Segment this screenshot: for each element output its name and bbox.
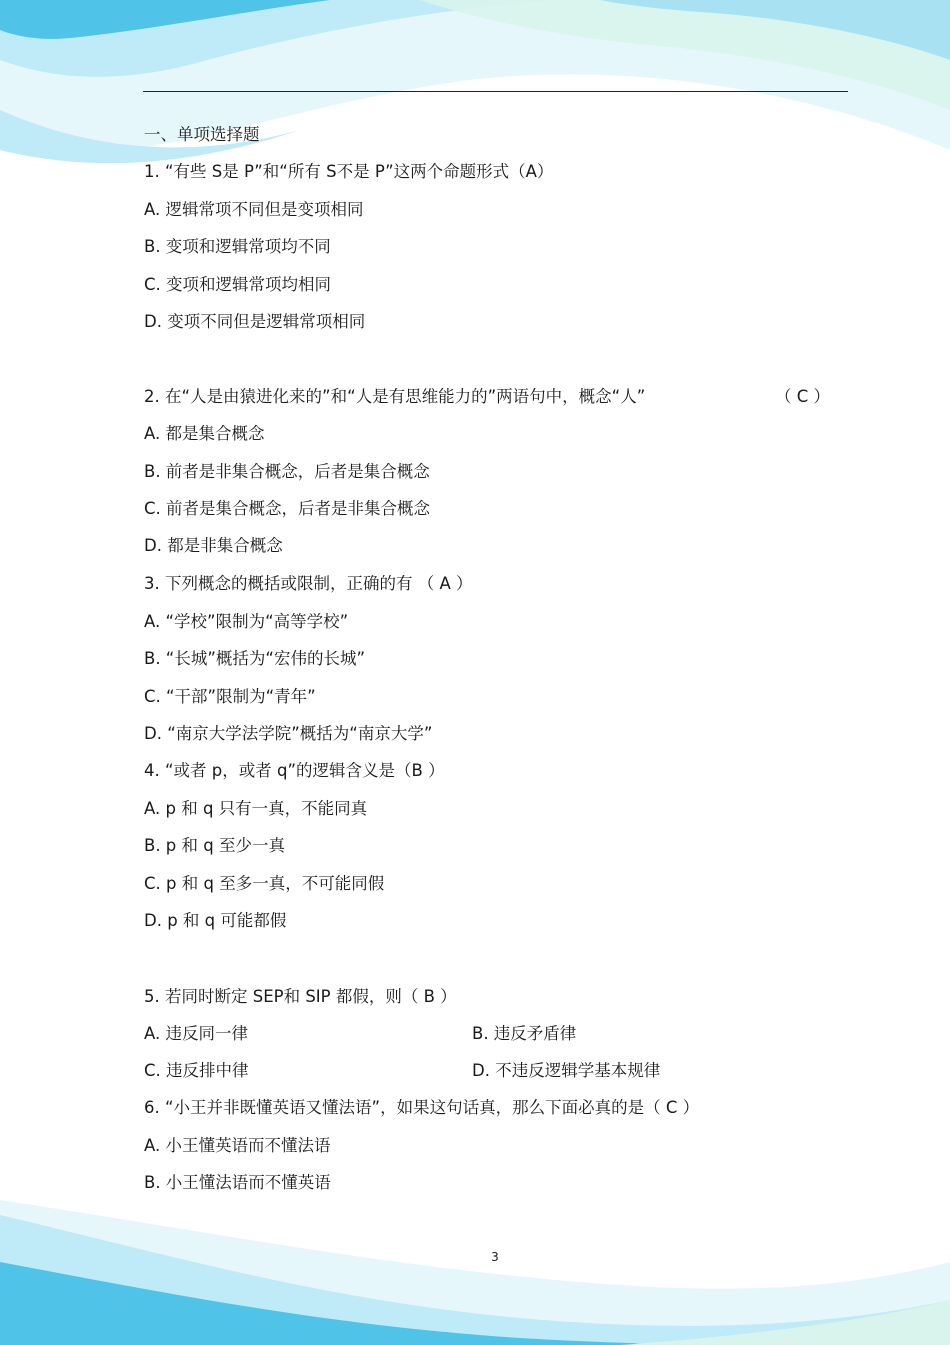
question-2-answer: （ C ） [775,387,831,406]
question-1-option-b: B. 变项和逻辑常项均不同 [144,237,331,256]
question-3-stem: 3. 下列概念的概括或限制，正确的有 （ A ） [144,574,473,593]
question-2-option-c: C. 前者是集合概念，后者是非集合概念 [144,499,431,518]
question-2-option-d: D. 都是非集合概念 [144,536,283,555]
question-5-option-b: B. 违反矛盾律 [472,1024,577,1043]
question-6-option-a: A. 小王懂英语而不懂法语 [144,1136,331,1155]
section-heading: 一、单项选择题 [144,125,260,144]
question-3-option-c: C. “干部”限制为“青年” [144,687,316,706]
question-4-option-d: D. p 和 q 可能都假 [144,911,287,930]
question-4-option-a: A. p 和 q 只有一真，不能同真 [144,799,368,818]
question-1-option-c: C. 变项和逻辑常项均相同 [144,275,332,294]
question-2-option-b: B. 前者是非集合概念，后者是集合概念 [144,462,430,481]
question-3-option-d: D. “南京大学法学院”概括为“南京大学” [144,724,433,743]
question-1-option-a: A. 逻辑常项不同但是变项相同 [144,200,364,219]
question-5-option-a: A. 违反同一律 [144,1024,248,1043]
question-1-option-d: D. 变项不同但是逻辑常项相同 [144,312,366,331]
question-5-option-d: D. 不违反逻辑学基本规律 [472,1061,661,1080]
question-4-stem: 4. “或者 p，或者 q”的逻辑含义是（B ） [144,761,445,780]
question-6-stem: 6. “小王并非既懂英语又懂法语”，如果这句话真，那么下面必真的是（ C ） [144,1098,700,1117]
page-number: 3 [491,1250,499,1264]
question-3-option-a: A. “学校”限制为“高等学校” [144,612,349,631]
question-4-option-b: B. p 和 q 至少一真 [144,836,285,855]
question-4-option-c: C. p 和 q 至多一真，不可能同假 [144,874,385,893]
question-2-stem: 2. 在“人是由猿进化来的”和“人是有思维能力的”两语句中，概念“人” [144,387,646,406]
question-5-option-c: C. 违反排中律 [144,1061,249,1080]
question-3-option-b: B. “长城”概括为“宏伟的长城” [144,649,366,668]
question-1-stem: 1. “有些 S是 P”和“所有 S不是 P”这两个命题形式（A） [144,162,554,181]
question-2-option-a: A. 都是集合概念 [144,424,265,443]
question-5-stem: 5. 若同时断定 SEP和 SIP 都假，则（ B ） [144,987,457,1006]
question-6-option-b: B. 小王懂法语而不懂英语 [144,1173,331,1192]
